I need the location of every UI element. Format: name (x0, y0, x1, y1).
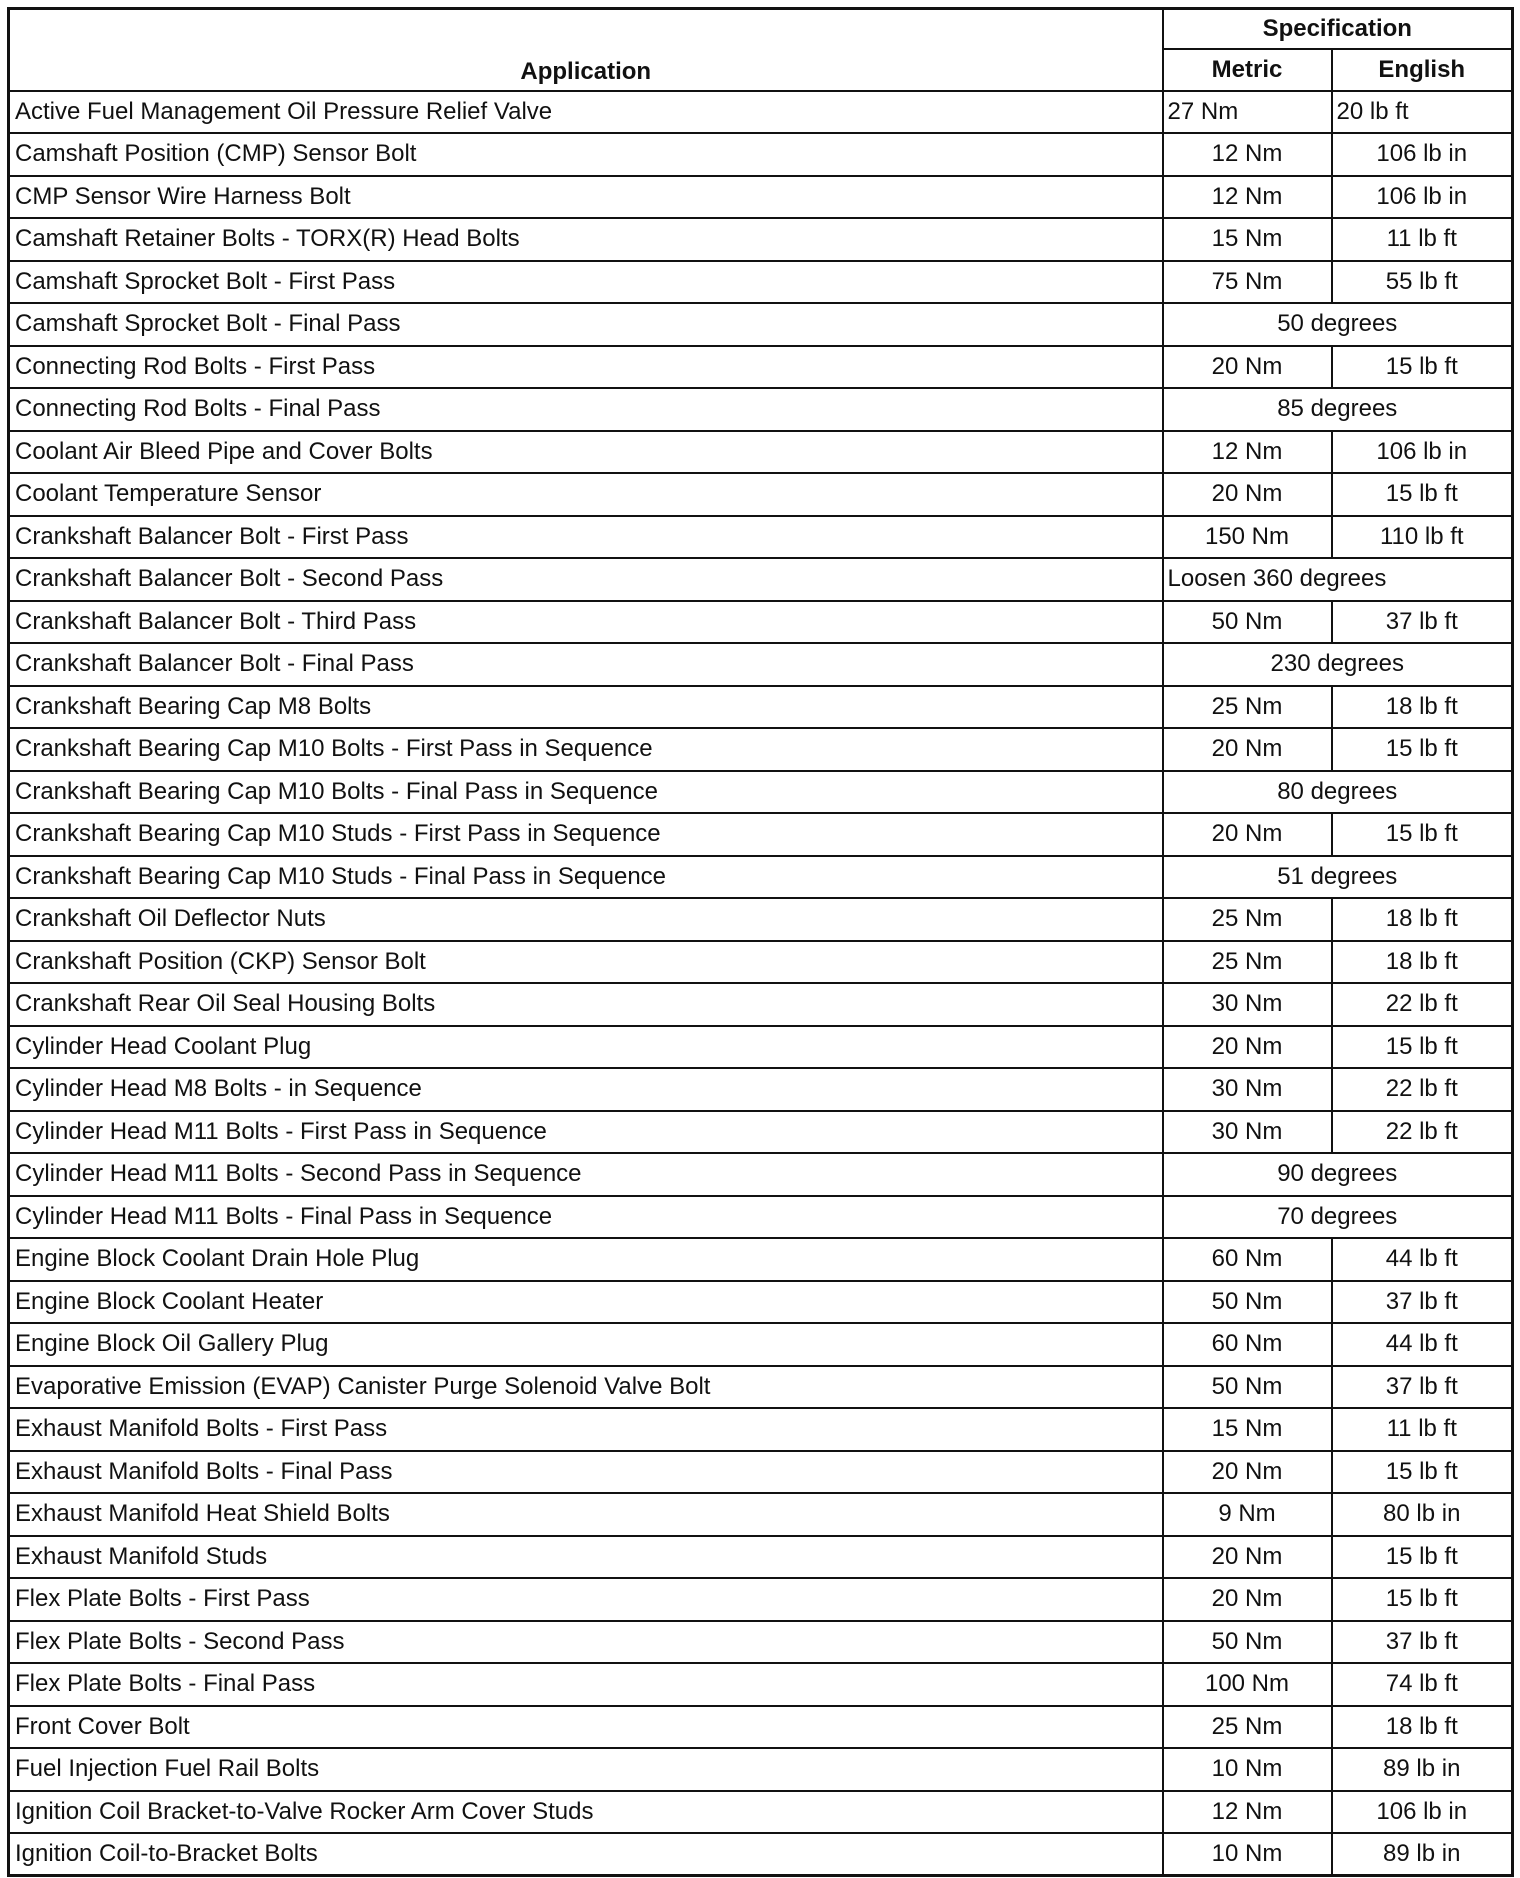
table-row (9, 1366, 1513, 1409)
metric-cell: 12 Nm (1163, 431, 1332, 474)
table-row (9, 303, 1513, 346)
application-cell: Crankshaft Bearing Cap M10 Studs - Final Pass in Sequence (9, 856, 1163, 899)
metric-cell: 20 Nm (1163, 1578, 1332, 1621)
metric-cell: 15 Nm (1163, 218, 1332, 261)
table-row (9, 813, 1513, 856)
metric-cell: 60 Nm (1163, 1238, 1332, 1281)
table-row (9, 133, 1513, 176)
table-row (9, 516, 1513, 559)
specification-span-cell: 51 degrees (1163, 856, 1513, 899)
metric-cell: 20 Nm (1163, 728, 1332, 771)
application-cell: Engine Block Coolant Drain Hole Plug (9, 1238, 1163, 1281)
metric-cell: 12 Nm (1163, 1791, 1332, 1834)
english-cell: 15 lb ft (1332, 1536, 1513, 1579)
application-cell: Crankshaft Bearing Cap M10 Bolts - Final Pass in Sequence (9, 771, 1163, 814)
table-row (9, 1748, 1513, 1791)
application-cell: Front Cover Bolt (9, 1706, 1163, 1749)
english-cell: 18 lb ft (1332, 898, 1513, 941)
english-cell: 22 lb ft (1332, 983, 1513, 1026)
table-row (9, 1281, 1513, 1324)
specification-header: Specification (1163, 9, 1513, 49)
metric-cell: 50 Nm (1163, 1281, 1332, 1324)
english-cell: 106 lb in (1332, 133, 1513, 176)
english-cell: 22 lb ft (1332, 1068, 1513, 1111)
metric-cell: 20 Nm (1163, 1451, 1332, 1494)
application-cell: Crankshaft Position (CKP) Sensor Bolt (9, 941, 1163, 984)
english-header: English (1332, 49, 1513, 91)
application-cell: Crankshaft Rear Oil Seal Housing Bolts (9, 983, 1163, 1026)
table-row (9, 686, 1513, 729)
table-row (9, 1451, 1513, 1494)
application-cell: CMP Sensor Wire Harness Bolt (9, 176, 1163, 219)
table-row (9, 388, 1513, 431)
application-cell: Cylinder Head M11 Bolts - First Pass in Sequence (9, 1111, 1163, 1154)
english-cell: 74 lb ft (1332, 1663, 1513, 1706)
table-row (9, 771, 1513, 814)
table-row (9, 1706, 1513, 1749)
application-cell: Crankshaft Balancer Bolt - Final Pass (9, 643, 1163, 686)
metric-cell: 12 Nm (1163, 133, 1332, 176)
table-row (9, 473, 1513, 516)
metric-cell: 27 Nm (1163, 91, 1332, 134)
torque-specification-table (7, 7, 1514, 1877)
table-row (9, 856, 1513, 899)
table-row (9, 1493, 1513, 1536)
metric-cell: 25 Nm (1163, 1706, 1332, 1749)
table-row (9, 176, 1513, 219)
metric-cell: 10 Nm (1163, 1748, 1332, 1791)
specification-span-cell: 85 degrees (1163, 388, 1513, 431)
table-row (9, 601, 1513, 644)
english-cell: 15 lb ft (1332, 473, 1513, 516)
english-cell: 106 lb in (1332, 1791, 1513, 1834)
application-cell: Exhaust Manifold Bolts - Final Pass (9, 1451, 1163, 1494)
table-row (9, 1111, 1513, 1154)
english-cell: 20 lb ft (1332, 91, 1513, 134)
application-cell: Connecting Rod Bolts - Final Pass (9, 388, 1163, 431)
table-body (9, 91, 1513, 1876)
application-cell: Crankshaft Bearing Cap M10 Bolts - First Pass in Sequence (9, 728, 1163, 771)
english-cell: 89 lb in (1332, 1748, 1513, 1791)
table-header (9, 9, 1513, 91)
english-cell: 106 lb in (1332, 431, 1513, 474)
english-cell: 15 lb ft (1332, 1578, 1513, 1621)
table-row (9, 1578, 1513, 1621)
table-row (9, 983, 1513, 1026)
application-cell: Active Fuel Management Oil Pressure Relief Valve (9, 91, 1163, 134)
application-cell: Crankshaft Balancer Bolt - Second Pass (9, 558, 1163, 601)
metric-cell: 25 Nm (1163, 941, 1332, 984)
english-cell: 15 lb ft (1332, 813, 1513, 856)
application-cell: Cylinder Head M11 Bolts - Second Pass in Sequence (9, 1153, 1163, 1196)
metric-cell: 30 Nm (1163, 983, 1332, 1026)
english-cell: 37 lb ft (1332, 1281, 1513, 1324)
metric-cell: 9 Nm (1163, 1493, 1332, 1536)
table-row (9, 728, 1513, 771)
application-cell: Flex Plate Bolts - Second Pass (9, 1621, 1163, 1664)
application-cell: Connecting Rod Bolts - First Pass (9, 346, 1163, 389)
application-cell: Evaporative Emission (EVAP) Canister Purge Solenoid Valve Bolt (9, 1366, 1163, 1409)
specification-span-cell: 230 degrees (1163, 643, 1513, 686)
metric-cell: 20 Nm (1163, 1536, 1332, 1579)
application-cell: Camshaft Position (CMP) Sensor Bolt (9, 133, 1163, 176)
english-cell: 18 lb ft (1332, 1706, 1513, 1749)
application-cell: Crankshaft Balancer Bolt - First Pass (9, 516, 1163, 559)
table-row (9, 558, 1513, 601)
table-row (9, 431, 1513, 474)
application-cell: Engine Block Coolant Heater (9, 1281, 1163, 1324)
table-row (9, 1323, 1513, 1366)
english-cell: 110 lb ft (1332, 516, 1513, 559)
metric-header: Metric (1163, 49, 1332, 91)
english-cell: 44 lb ft (1332, 1238, 1513, 1281)
metric-cell: 100 Nm (1163, 1663, 1332, 1706)
application-cell: Crankshaft Bearing Cap M10 Studs - First Pass in Sequence (9, 813, 1163, 856)
english-cell: 11 lb ft (1332, 218, 1513, 261)
specification-span-cell: 70 degrees (1163, 1196, 1513, 1239)
metric-cell: 50 Nm (1163, 1621, 1332, 1664)
table-row (9, 898, 1513, 941)
application-cell: Exhaust Manifold Studs (9, 1536, 1163, 1579)
english-cell: 15 lb ft (1332, 346, 1513, 389)
metric-cell: 15 Nm (1163, 1408, 1332, 1451)
metric-cell: 60 Nm (1163, 1323, 1332, 1366)
table-row (9, 1026, 1513, 1069)
metric-cell: 10 Nm (1163, 1833, 1332, 1876)
english-cell: 18 lb ft (1332, 941, 1513, 984)
english-cell: 11 lb ft (1332, 1408, 1513, 1451)
metric-cell: 50 Nm (1163, 601, 1332, 644)
specification-span-cell: 50 degrees (1163, 303, 1513, 346)
application-cell: Exhaust Manifold Heat Shield Bolts (9, 1493, 1163, 1536)
specification-span-cell: 90 degrees (1163, 1153, 1513, 1196)
application-cell: Flex Plate Bolts - First Pass (9, 1578, 1163, 1621)
table-row (9, 1238, 1513, 1281)
english-cell: 89 lb in (1332, 1833, 1513, 1876)
table-row (9, 91, 1513, 134)
metric-cell: 20 Nm (1163, 473, 1332, 516)
table-row (9, 1663, 1513, 1706)
application-cell: Engine Block Oil Gallery Plug (9, 1323, 1163, 1366)
metric-cell: 20 Nm (1163, 1026, 1332, 1069)
table-row (9, 643, 1513, 686)
application-cell: Camshaft Sprocket Bolt - Final Pass (9, 303, 1163, 346)
english-cell: 37 lb ft (1332, 601, 1513, 644)
metric-cell: 75 Nm (1163, 261, 1332, 304)
table-row (9, 1791, 1513, 1834)
english-cell: 37 lb ft (1332, 1621, 1513, 1664)
english-cell: 55 lb ft (1332, 261, 1513, 304)
application-cell: Flex Plate Bolts - Final Pass (9, 1663, 1163, 1706)
english-cell: 37 lb ft (1332, 1366, 1513, 1409)
english-cell: 22 lb ft (1332, 1111, 1513, 1154)
table-row (9, 1408, 1513, 1451)
english-cell: 44 lb ft (1332, 1323, 1513, 1366)
table-row (9, 1833, 1513, 1876)
application-cell: Crankshaft Oil Deflector Nuts (9, 898, 1163, 941)
application-cell: Fuel Injection Fuel Rail Bolts (9, 1748, 1163, 1791)
application-cell: Camshaft Sprocket Bolt - First Pass (9, 261, 1163, 304)
application-cell: Cylinder Head Coolant Plug (9, 1026, 1163, 1069)
application-cell: Cylinder Head M11 Bolts - Final Pass in Sequence (9, 1196, 1163, 1239)
application-cell: Coolant Air Bleed Pipe and Cover Bolts (9, 431, 1163, 474)
application-cell: Exhaust Manifold Bolts - First Pass (9, 1408, 1163, 1451)
metric-cell: 30 Nm (1163, 1111, 1332, 1154)
metric-cell: 20 Nm (1163, 346, 1332, 389)
application-header: Application (9, 9, 1163, 91)
table-row (9, 346, 1513, 389)
table-row (9, 1068, 1513, 1111)
application-cell: Ignition Coil Bracket-to-Valve Rocker Arm Cover Studs (9, 1791, 1163, 1834)
application-cell: Crankshaft Balancer Bolt - Third Pass (9, 601, 1163, 644)
metric-cell: 50 Nm (1163, 1366, 1332, 1409)
table-row (9, 1536, 1513, 1579)
table-row (9, 1153, 1513, 1196)
english-cell: 18 lb ft (1332, 686, 1513, 729)
application-cell: Coolant Temperature Sensor (9, 473, 1163, 516)
english-cell: 15 lb ft (1332, 1026, 1513, 1069)
table-row (9, 941, 1513, 984)
english-cell: 15 lb ft (1332, 1451, 1513, 1494)
application-cell: Cylinder Head M8 Bolts - in Sequence (9, 1068, 1163, 1111)
english-cell: 106 lb in (1332, 176, 1513, 219)
application-cell: Camshaft Retainer Bolts - TORX(R) Head Bolts (9, 218, 1163, 261)
table-row (9, 261, 1513, 304)
metric-cell: 30 Nm (1163, 1068, 1332, 1111)
english-cell: 15 lb ft (1332, 728, 1513, 771)
table-row (9, 1196, 1513, 1239)
english-cell: 80 lb in (1332, 1493, 1513, 1536)
table-row (9, 1621, 1513, 1664)
specification-span-cell: 80 degrees (1163, 771, 1513, 814)
table-row (9, 218, 1513, 261)
application-cell: Crankshaft Bearing Cap M8 Bolts (9, 686, 1163, 729)
metric-cell: 25 Nm (1163, 686, 1332, 729)
application-cell: Ignition Coil-to-Bracket Bolts (9, 1833, 1163, 1876)
metric-cell: 12 Nm (1163, 176, 1332, 219)
metric-cell: 20 Nm (1163, 813, 1332, 856)
specification-span-cell: Loosen 360 degrees (1163, 558, 1513, 601)
metric-cell: 150 Nm (1163, 516, 1332, 559)
metric-cell: 25 Nm (1163, 898, 1332, 941)
